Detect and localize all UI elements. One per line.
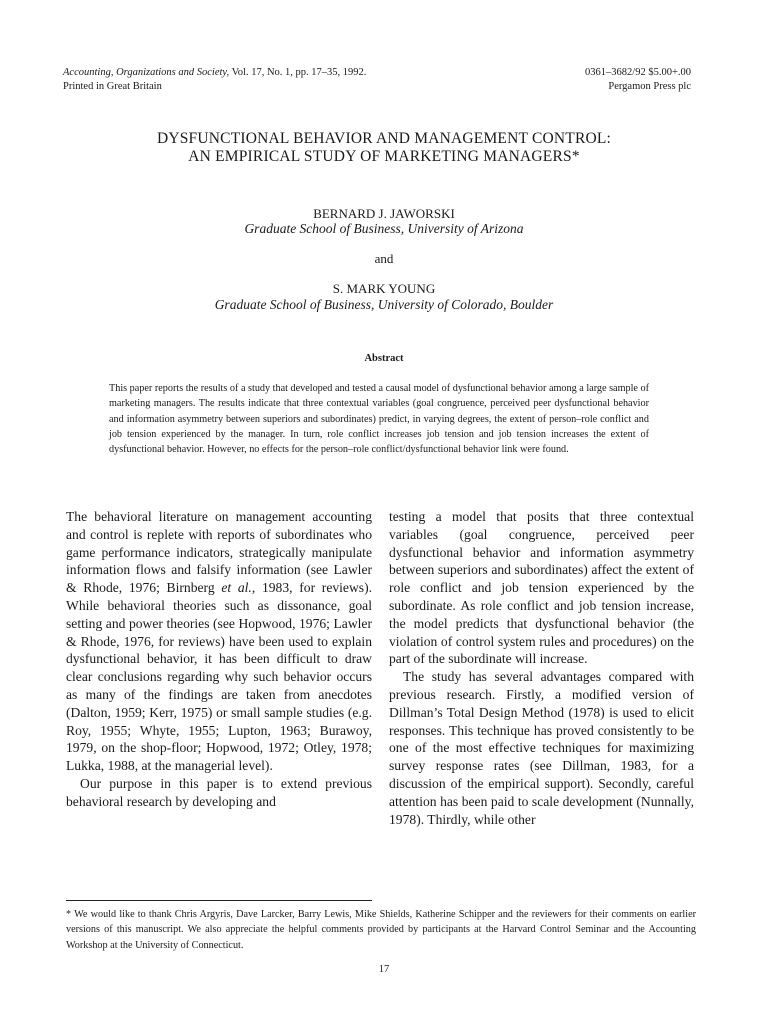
title-line-1: DYSFUNCTIONAL BEHAVIOR AND MANAGEMENT CONTROL:: [156, 130, 612, 147]
article-title: [60, 130, 708, 166]
publisher-name: Pergamon Press plc: [608, 81, 691, 92]
page-number: 17: [378, 964, 390, 975]
title-line-2: AN EMPIRICAL STUDY OF MARKETING MANAGERS*: [188, 148, 580, 165]
paragraph-text: , 1983, for reviews). While behavioral theories such as dissonance, goal setting and power theories (see Hopwood, 1976; Lawler & Rhode, 1976, for reviews) have been used to explain dysfunctional behavior, it has been difficult to draw clear conclusions regarding why such behavior occurs as many of the findings are taken from anecdotes (Dalton, 1959; Kerr, 1975) or small sample studies (e.g. Roy, 1955; Whyte, 1955; Lupton, 1963; Burawoy, 1979, on the shop-floor; Hopwood, 1972; Otley, 1978; Lukka, 1988, at the managerial level).: [66, 580, 372, 774]
author-conjunction: and: [374, 251, 394, 266]
journal-name: Accounting, Organizations and Society,: [63, 67, 230, 78]
paragraph: testing a model that posits that three contextual variables (goal congruence, perceived peer dysfunctional behavior and information asymmetry between superiors and subordinates) affect the extent of role conflict and job tension experienced by the subordinate. As role conflict and job tension increase, the model predicts that dysfunctional behavior (the violation of control system rules and procedures) on the part of the subordinate will increase.: [389, 509, 694, 667]
body-column-left: [66, 508, 372, 811]
abstract-text: This paper reports the results of a study that developed and tested a causal model of dysfunctional behavior among a large sample of marketing managers. The results indicate that three contextual variables (goal congruence, perceived peer dysfunctional behavior and information asymmetry between superiors and subordinates) predict, in varying degrees, the extent of person–role conflict and job tension experienced by the manager. In turn, role conflict increases job tension and job tension increases the extent of dysfunctional behavior. However, no effects for the person–role conflict/dysfunctional behavior link were found.: [109, 383, 649, 456]
body-column-right: [389, 508, 694, 828]
publisher-header: [585, 66, 691, 94]
volume-info: Vol. 17, No. 1, pp. 17–35, 1992.: [229, 67, 367, 78]
journal-header: [63, 66, 366, 94]
abstract-heading: Abstract: [364, 353, 404, 364]
issn-price: 0361–3682/92 $5.00+.00: [585, 67, 691, 78]
et-al-text: et al.: [221, 580, 252, 596]
paragraph: The study has several advantages compared with previous research. Firstly, a modified version of Dillman’s Total Design Method (1978) is used to elicit responses. This technique has proved consistently to be one of the most effective techniques for maximizing survey response rates (see Dillman, 1983, for a discussion of the empirical support). Secondly, careful attention has been paid to scale development (Nunnally, 1978). Thirdly, while other: [389, 669, 694, 827]
paragraph: Our purpose in this paper is to extend previous behavioral research by developing and: [66, 775, 372, 809]
footnote-divider: [66, 900, 372, 901]
paragraph-text: The behavioral literature on management accounting and control is replete with reports of subordinates who game performance indicators, strategically manipulate information flows and falsify information (see Lawler & Rhode, 1976; Birnberg: [66, 509, 372, 596]
paragraph: [66, 508, 372, 775]
journal-citation: [63, 66, 366, 80]
author-1-affiliation: Graduate School of Business, University of Arizona: [244, 221, 524, 236]
author-2-name: S. MARK YOUNG: [332, 281, 436, 296]
acknowledgement-footnote: * We would like to thank Chris Argyris, Dave Larcker, Barry Lewis, Mike Shields, Katherine Schipper and the reviewers for their comments on earlier versions of this manuscript. We also appreciate the helpful comments provided by participants at the Harvard Control Seminar and the Accounting Workshop at the University of Connecticut.: [66, 909, 696, 951]
author-2-affiliation: Graduate School of Business, University of Colorado, Boulder: [214, 297, 554, 312]
printed-location: Printed in Great Britain: [63, 81, 162, 92]
author-1-name: BERNARD J. JAWORSKI: [313, 206, 455, 221]
